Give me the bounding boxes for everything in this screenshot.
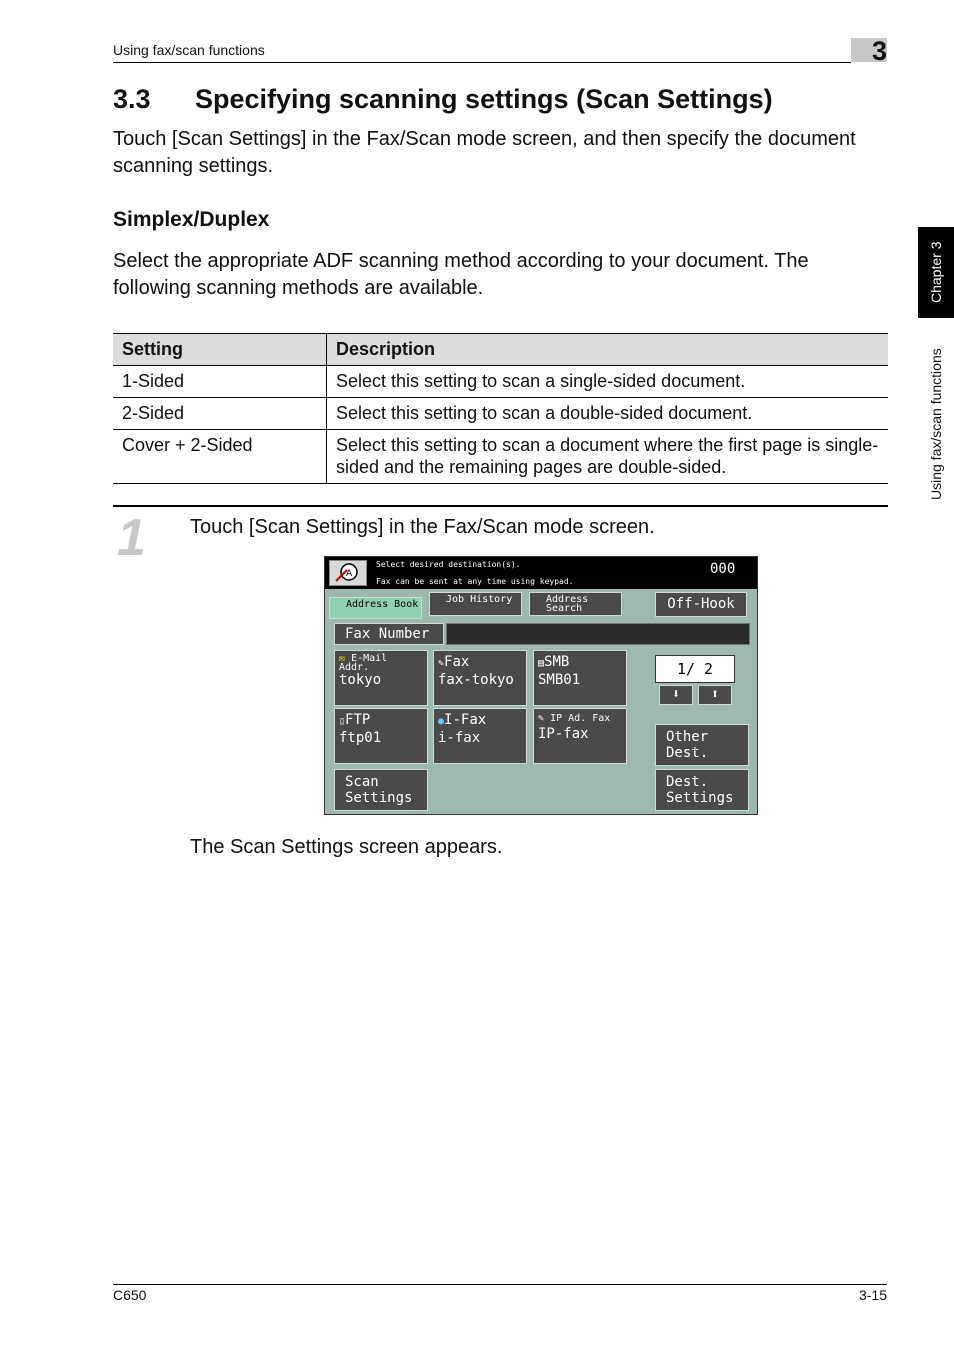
arrow-down-icon: ⬇	[672, 687, 680, 702]
destination-fax-tokyo[interactable]	[433, 650, 527, 706]
fax-scan-screen	[324, 556, 758, 815]
fax-number-button[interactable]: Fax Number	[334, 623, 444, 645]
step-result: The Scan Settings screen appears.	[190, 836, 503, 858]
table-cell-setting: 2-Sided	[113, 398, 327, 430]
envelope-icon: ✉	[339, 653, 346, 664]
address-book-icon	[329, 560, 367, 586]
ipfax-type-label: ✎ IP Ad. Fax	[538, 713, 611, 724]
destination-email-tokyo[interactable]	[334, 650, 428, 706]
section-title	[113, 84, 773, 115]
step-number: 1	[117, 509, 146, 567]
destination-ip-fax[interactable]	[533, 708, 627, 764]
destination-i-fax[interactable]	[433, 708, 527, 764]
table-header-description: Description	[327, 334, 889, 366]
table-cell-setting: Cover + 2-Sided	[113, 430, 327, 484]
ftp-type-label: ▯FTP	[339, 712, 371, 728]
section-intro: Touch [Scan Settings] in the Fax/Scan mode screen, and then specify the document scanning settings.	[113, 128, 856, 177]
table-cell-description: Select this setting to scan a single-sided document.	[327, 366, 889, 398]
footer-model: C650	[113, 1287, 147, 1303]
other-dest-button[interactable]: Other Dest.	[655, 724, 749, 766]
section-number: 3.3	[113, 84, 151, 114]
chapter-number: 3	[871, 36, 887, 66]
page-down-button[interactable]	[659, 685, 693, 705]
arrow-up-icon: ⬆	[711, 687, 719, 702]
pen-icon	[333, 561, 363, 583]
destination-name: SMB01	[538, 672, 581, 688]
settings-table	[113, 333, 888, 484]
smb-type-label: ▤SMB	[538, 654, 570, 670]
footer-page-number: 3-15	[858, 1287, 887, 1303]
destination-name: tokyo	[339, 672, 382, 688]
table-header-row	[113, 334, 888, 366]
computer-icon: ▤	[538, 658, 545, 669]
tab-address-search[interactable]: Address Search	[529, 592, 622, 616]
dest-settings-button[interactable]: Dest. Settings	[655, 769, 749, 811]
table-cell-setting: 1-Sided	[113, 366, 327, 398]
page-up-button[interactable]	[698, 685, 732, 705]
subsection-title: Simplex/Duplex	[113, 208, 270, 231]
tab-job-history[interactable]: Job History	[429, 592, 522, 616]
destination-smb01[interactable]	[533, 650, 627, 706]
section-title-text: Specifying scanning settings (Scan Settings)	[195, 84, 773, 114]
destination-counter: 000	[710, 561, 736, 577]
fax-number-input[interactable]	[446, 623, 750, 645]
ifax-type-label: ●I-Fax	[438, 712, 487, 728]
header-rule	[113, 62, 851, 63]
destination-ftp01[interactable]	[334, 708, 428, 764]
table-row	[113, 398, 888, 430]
step-instruction: Touch [Scan Settings] in the Fax/Scan mode screen.	[190, 516, 655, 538]
destination-name: ftp01	[339, 730, 382, 746]
scan-settings-button[interactable]: Scan Settings	[334, 769, 428, 811]
server-icon: ▯	[339, 716, 346, 727]
table-row	[113, 366, 888, 398]
table-row	[113, 430, 888, 484]
destination-name: IP-fax	[538, 726, 589, 742]
message-line-1: Select desired destination(s).	[376, 560, 521, 569]
table-header-setting: Setting	[113, 334, 327, 366]
svg-text:A: A	[346, 569, 353, 579]
table-cell-description: Select this setting to scan a double-sided document.	[327, 398, 889, 430]
off-hook-button[interactable]: Off-Hook	[655, 592, 747, 617]
tab-address-book[interactable]: Address Book	[329, 597, 422, 619]
running-header: Using fax/scan functions	[113, 42, 265, 58]
subsection-intro: Select the appropriate ADF scanning method according to your document. The following scanning methods are available.	[113, 250, 809, 299]
section-side-label: Using fax/scan functions	[928, 348, 944, 500]
page-indicator: 1/ 2	[655, 655, 735, 683]
step-rule	[113, 505, 888, 507]
fax-type-label: ✎Fax	[438, 654, 470, 670]
message-line-2: Fax can be sent at any time using keypad.	[376, 577, 574, 586]
email-type-label: ✉ E-Mail Addr.	[339, 653, 388, 673]
globe-icon: ●	[438, 716, 445, 727]
footer-rule	[113, 1284, 887, 1285]
table-cell-description: Select this setting to scan a document where the first page is single-sided and the remaining pages are double-sided.	[327, 430, 889, 484]
destination-name: fax-tokyo	[438, 672, 514, 688]
fax-icon: ✎	[438, 658, 445, 669]
ip-fax-icon: ✎	[538, 713, 545, 724]
destination-name: i-fax	[438, 730, 481, 746]
chapter-side-tab-label: Chapter 3	[928, 241, 944, 304]
